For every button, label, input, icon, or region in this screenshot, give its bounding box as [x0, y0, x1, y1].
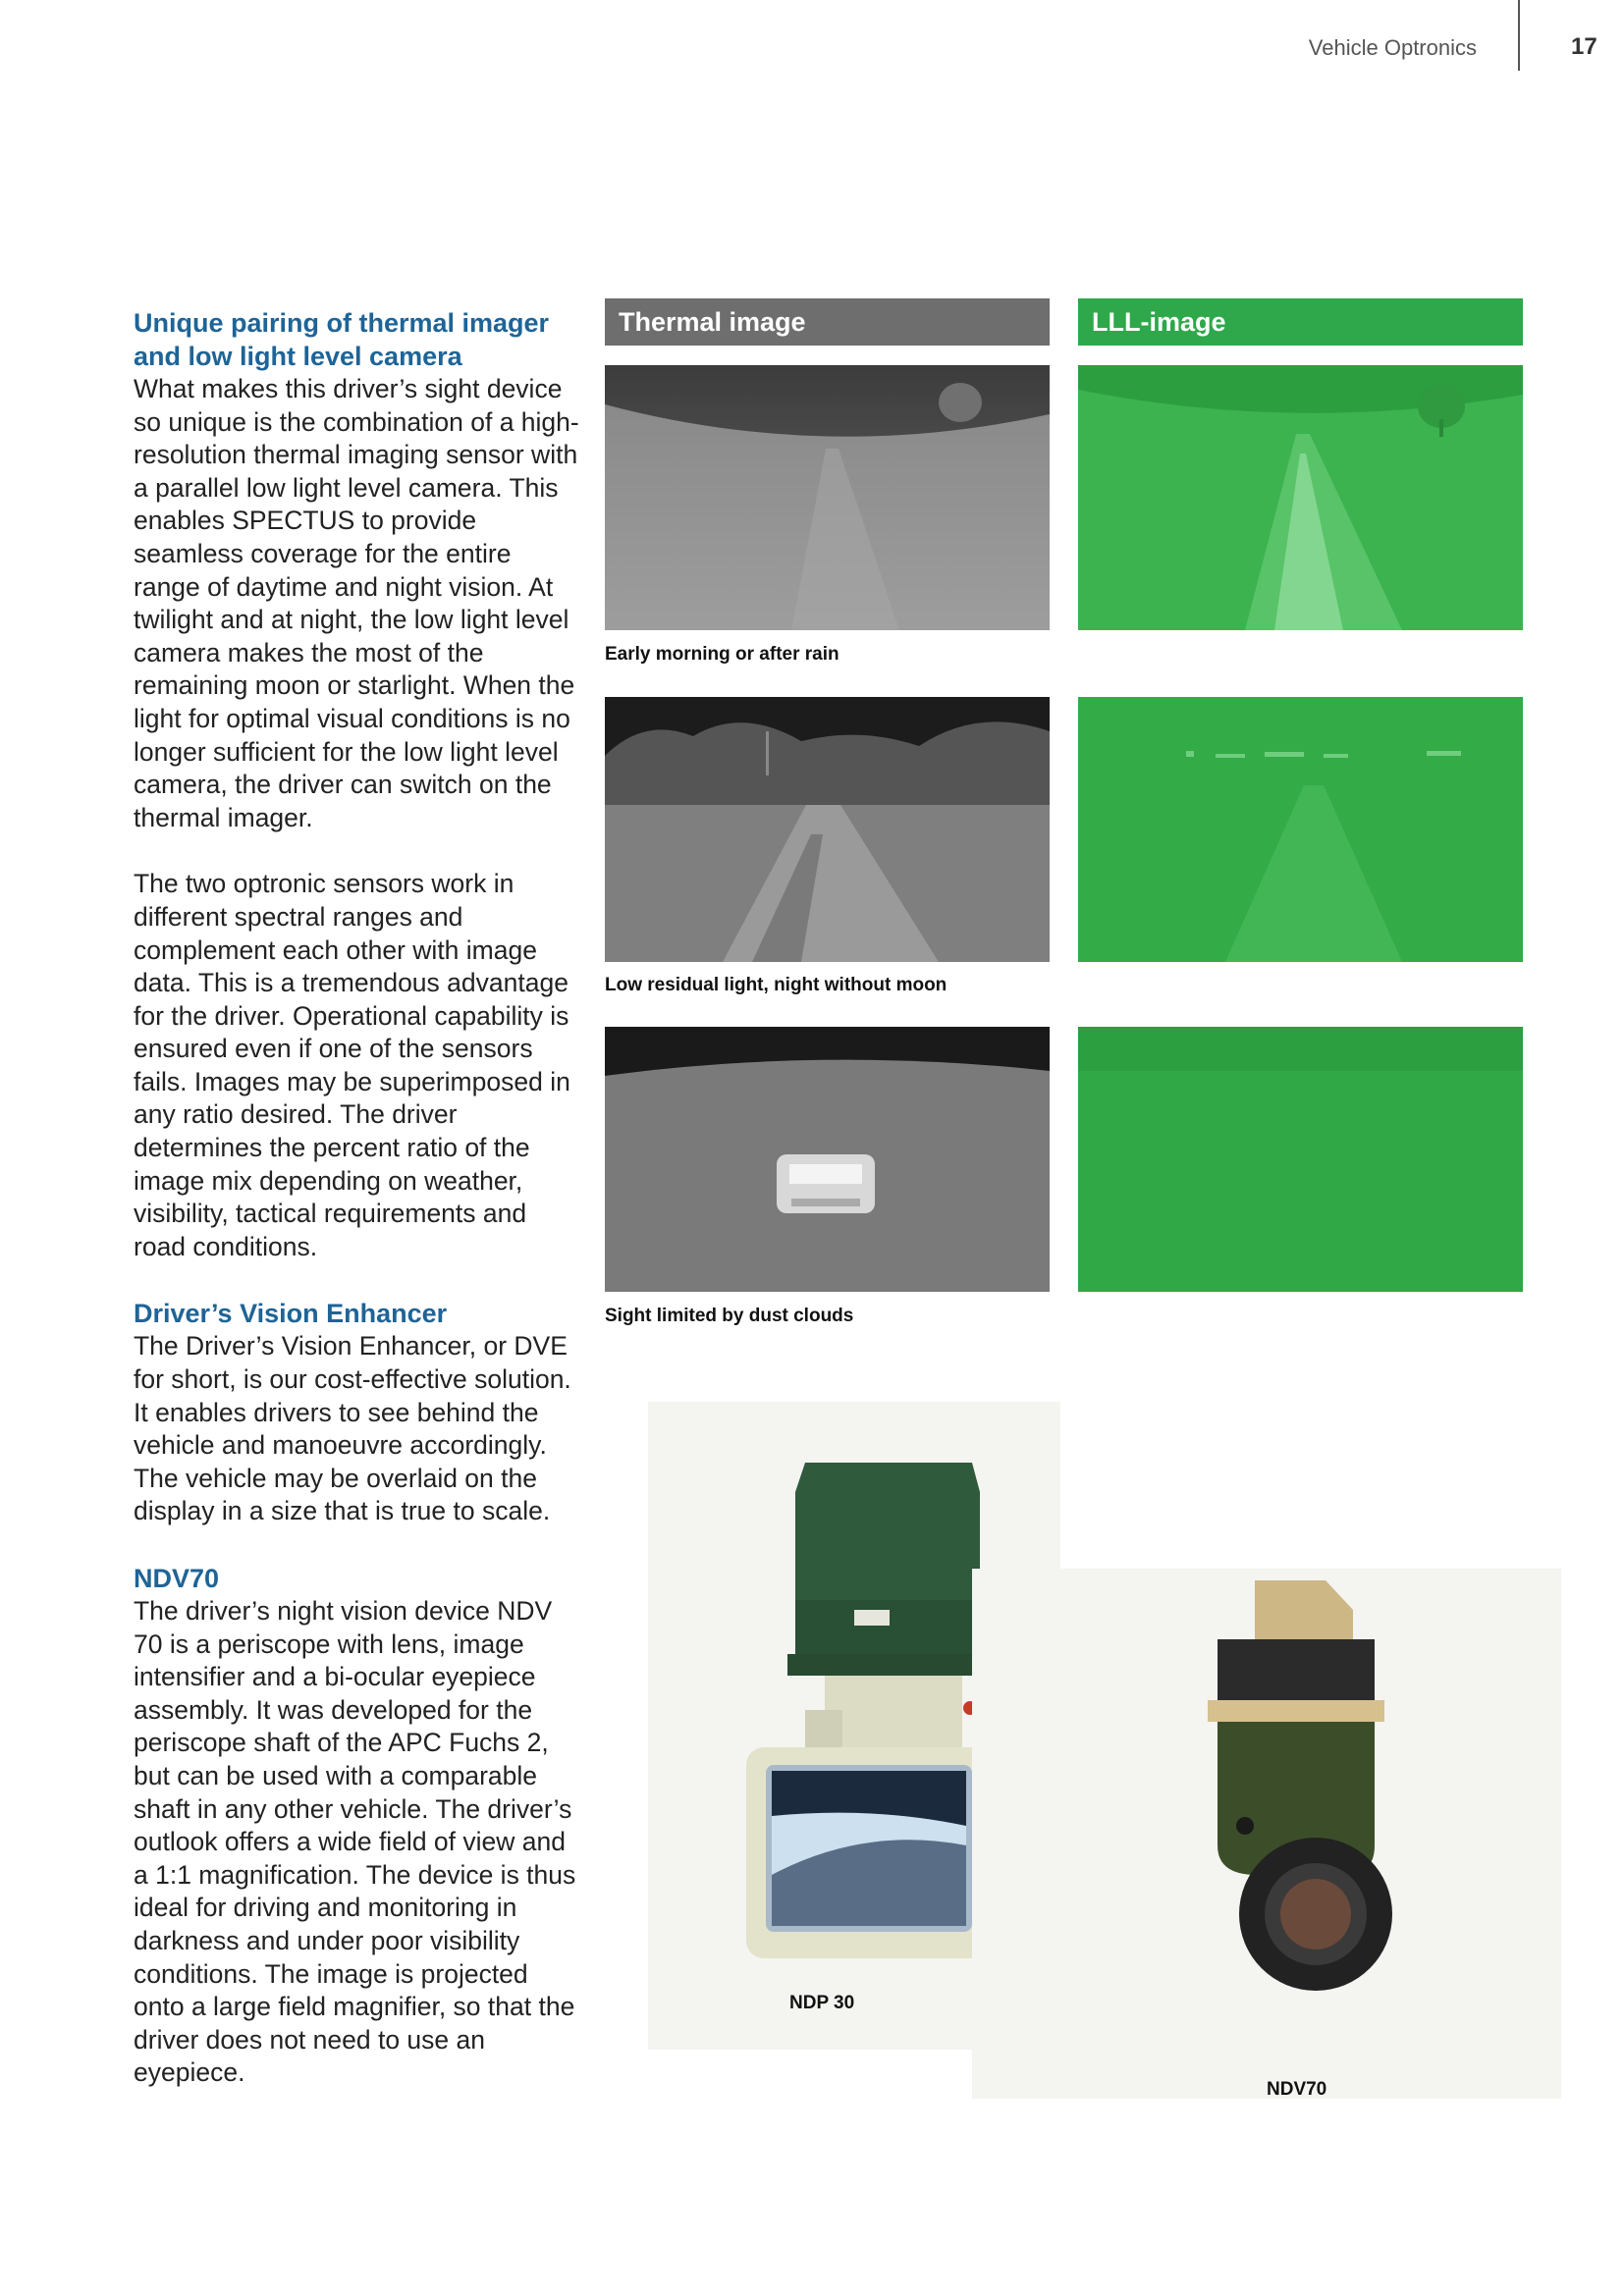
- page-number: 17: [1571, 33, 1597, 60]
- caption-ndv70: NDV70: [1267, 2079, 1327, 2100]
- heading-dve: Driver’s Vision Enhancer: [134, 1299, 448, 1329]
- caption-early-morning: Early morning or after rain: [605, 644, 839, 665]
- lll-image-header: LLL-image: [1078, 298, 1523, 346]
- lll-image-low-light: [1078, 697, 1523, 962]
- heading-unique-pairing: Unique pairing of thermal imager and low light level camera: [134, 308, 550, 371]
- paragraph-optronic-sensors: The two optronic sensors work in different spectral ranges and complement each other with image data. This is a tremendous advantage for the driver. Operational capability is ensured even if one of the sensors fails. Images may be superimposed in any ratio desired. The driver determines the percent ratio of the image mix depending on weather, visibility, tactical requirements and road conditions.: [134, 869, 570, 1261]
- paragraph-ndv70: The driver’s night vision device NDV 70 is a periscope with lens, image intensifier and a bi-ocular eyepiece assembly. It was developed for the periscope shaft of the APC Fuchs 2, but can be used with a comparable shaft in any other vehicle. The driver’s outlook offers a wide field of view and a 1:1 magnification. The device is thus ideal for driving and monitoring in darkness and under poor visibility conditions. The image is projected onto a large field magnifier, so that the driver does not need to use an eyepiece.: [134, 1596, 576, 2088]
- thermal-image-dust-clouds: [605, 1027, 1050, 1292]
- running-header-section: Vehicle Optronics: [1308, 35, 1477, 60]
- lll-image-dust-clouds: [1078, 1027, 1523, 1292]
- caption-dust-clouds: Sight limited by dust clouds: [605, 1306, 854, 1326]
- paragraph-unique-pairing: What makes this driver’s sight device so unique is the combination of a high-resolution thermal imaging sensor with a parallel low light level camera. This enables SPECTUS to provide seamless coverage for the entire range of daytime and night vision. At twilight and at night, the low light level camera makes the most of the remaining moon or starlight. When the light for optimal visual conditions is no longer sufficient for the low light level camera, the driver can switch on the thermal imager.: [134, 374, 579, 832]
- header-divider: [1518, 0, 1520, 71]
- body-text-column: [134, 306, 581, 2090]
- caption-low-light: Low residual light, night without moon: [605, 975, 947, 995]
- paragraph-dve: The Driver’s Vision Enhancer, or DVE for short, is our cost-effective solution. It enables drivers to see behind the vehicle and manoeuvre accordingly. The vehicle may be overlaid on the display in a size that is true to scale.: [134, 1331, 571, 1526]
- thermal-image-header: Thermal image: [605, 298, 1050, 346]
- thermal-image-low-light: [605, 697, 1050, 962]
- ndv70-device-image: [1178, 1580, 1414, 2002]
- heading-ndv70: NDV70: [134, 1564, 220, 1593]
- lll-image-early-morning: [1078, 365, 1523, 630]
- caption-ndp30: NDP 30: [789, 1993, 855, 2013]
- thermal-image-early-morning: [605, 365, 1050, 630]
